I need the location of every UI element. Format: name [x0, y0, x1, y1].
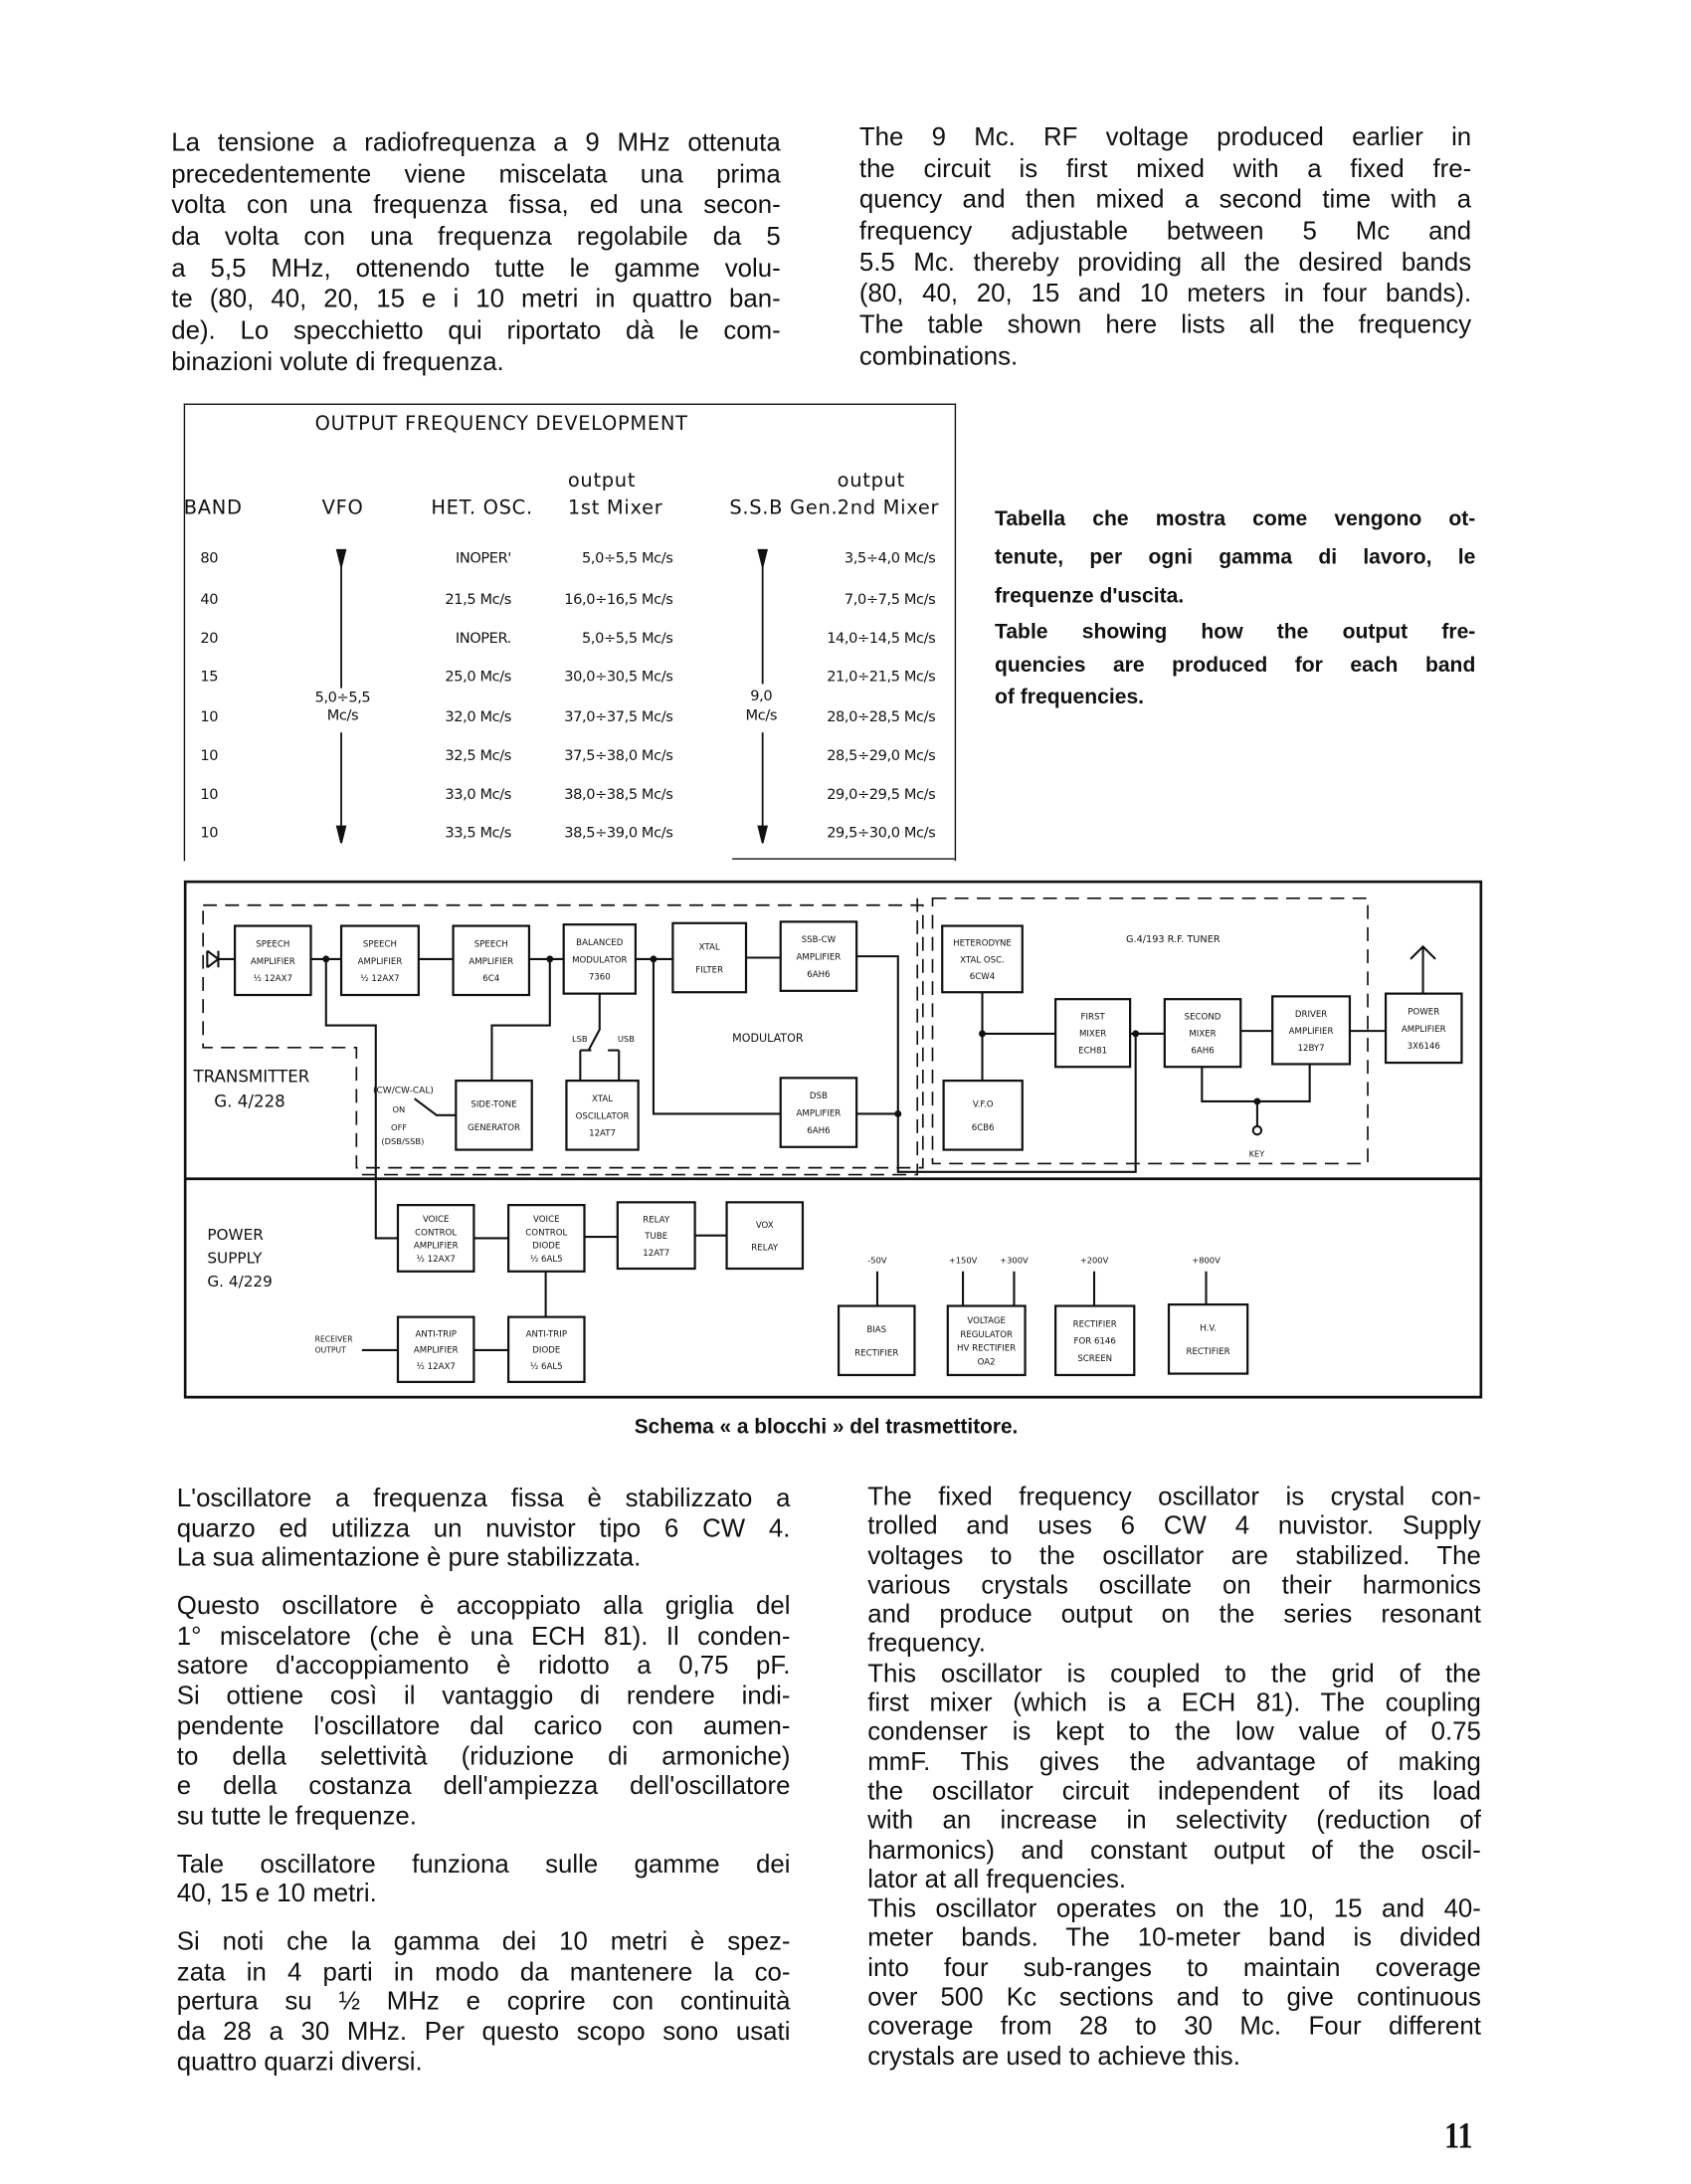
text-line: condenser is kept to the low value of 0.75: [867, 1716, 1481, 1746]
cell-mixer2: 14,0÷14,5 Mc/s: [827, 630, 936, 648]
cell-het-osc: 21,5 Mc/s: [445, 591, 511, 609]
block-label: MIXER: [1189, 1029, 1217, 1040]
power-amplifier-block: [1386, 994, 1461, 1063]
label-tuner: G.4/193 R.F. TUNER: [1125, 934, 1221, 946]
block-label: ½ 12AX7: [416, 1254, 456, 1265]
cell-mixer2: 21,0÷21,5 Mc/s: [827, 669, 936, 686]
block-label: HV RECTIFIER: [957, 1343, 1017, 1354]
block-label: 7360: [588, 972, 611, 983]
text-line: to della selettività (riduzione di armoniche): [176, 1740, 791, 1770]
block-outline: [944, 1081, 1023, 1149]
cell-het-osc: 33,5 Mc/s: [445, 825, 511, 842]
header-band: BAND: [183, 497, 243, 520]
paragraph: [867, 1658, 1481, 1893]
text-line: binazioni volute di frequenza.: [171, 346, 504, 376]
text-line: te (80, 40, 20, 15 e i 10 metri in quattro ban-: [171, 284, 781, 313]
text-line: into four sub-ranges to maintain coverage: [867, 1952, 1481, 1982]
text-line: Si ottiene così il vantaggio di rendere indi-: [176, 1681, 791, 1710]
header-mixer2: 2nd Mixer: [837, 497, 940, 520]
text-line: 5.5 Mc. thereby providing all the desired bands: [858, 247, 1472, 277]
cell-mixer1: 38,0÷38,5 Mc/s: [564, 786, 673, 803]
block-label: VOICE: [533, 1214, 560, 1225]
junction-dot: [895, 1111, 901, 1117]
header-vfo: VFO: [321, 497, 364, 520]
junction-dot: [1254, 1098, 1260, 1104]
label-v-300: +300V: [1000, 1255, 1029, 1266]
cell-het-osc: 33,0 Mc/s: [445, 786, 511, 803]
cell-band: 80: [200, 549, 219, 567]
hv-rectifier-block: [1169, 1304, 1247, 1373]
paragraph: [177, 1591, 791, 1831]
text-line: L'oscillatore a frequenza fissa è stabilizzato a: [176, 1483, 791, 1512]
text-line: zata in 4 parti in modo da mantenere la co-: [176, 1956, 791, 1986]
paragraph: [867, 1893, 1481, 2070]
table-border-bottom: [732, 859, 955, 860]
text-line: pertura su ½ MHz e coprire con continuità: [176, 1986, 791, 2016]
block-label: ANTI-TRIP: [525, 1329, 568, 1340]
text-line: quarzo ed utilizza un nuvistor tipo 6 CW 4.: [176, 1512, 791, 1542]
cell-band: 10: [200, 825, 219, 842]
label-key: KEY: [1248, 1148, 1265, 1159]
block-label: 6AH6: [807, 1125, 831, 1136]
text-line: frequency.: [867, 1628, 986, 1658]
block-outline: [1169, 1304, 1247, 1373]
text-line: da 28 a 30 MHz. Per questo scopo sono usati: [176, 2016, 791, 2046]
side-tone-generator-block: [456, 1081, 531, 1149]
cell-mixer2: 3,5÷4,0 Mc/s: [844, 549, 936, 567]
text-line: and produce output on the series resonant: [867, 1599, 1481, 1629]
page-number: 11: [1444, 2114, 1473, 2156]
cell-mixer1: 16,0÷16,5 Mc/s: [564, 591, 673, 609]
block-label: 6AH6: [1191, 1046, 1215, 1057]
voice-control-amplifier-block: [398, 1205, 473, 1272]
vfo-range: 5,0÷5,5: [314, 690, 371, 706]
header-het-osc: HET. OSC.: [431, 497, 533, 520]
text-line: Questo oscillatore è accoppiato alla griglia del: [176, 1590, 791, 1620]
text-line: crystals are used to achieve this.: [867, 2040, 1240, 2071]
block-label: OA2: [977, 1357, 996, 1368]
ssb-unit: Mc/s: [745, 707, 778, 724]
label-v-minus50: -50V: [867, 1255, 887, 1266]
text-line: of frequencies.: [995, 685, 1145, 709]
cell-mixer2: 7,0÷7,5 Mc/s: [844, 591, 936, 609]
block-label: ½ 12AX7: [253, 974, 292, 985]
paragraph: [177, 1483, 791, 1572]
text-line: combinations.: [858, 340, 1019, 370]
junction-dot: [1133, 1031, 1139, 1037]
block-label: VOX: [755, 1221, 774, 1232]
block-outline: [456, 1081, 531, 1149]
label-cw-mode: (CW/CW-CAL): [373, 1086, 434, 1096]
cell-mixer1: 5,0÷5,5 Mc/s: [582, 630, 673, 648]
header-ssb-gen: S.S.B Gen.: [729, 497, 839, 520]
block-label: FILTER: [695, 965, 724, 976]
block-label: 12AT7: [589, 1128, 617, 1139]
block-label: VOICE: [422, 1214, 450, 1225]
text-line: Tabella che mostra come vengono ot-: [995, 506, 1476, 531]
wire: [491, 959, 549, 1081]
anti-trip-amplifier-block: [398, 1317, 473, 1382]
block-label: AMPLIFIER: [1288, 1026, 1334, 1037]
vfo-unit: Mc/s: [326, 707, 359, 724]
block-outline: [672, 923, 746, 992]
label-receiver: RECEIVER: [314, 1334, 353, 1344]
block-label: 12BY7: [1297, 1043, 1325, 1054]
text-line: da volta con una frequenza regolabile da 5: [171, 221, 781, 251]
block-label: XTAL OSC.: [960, 955, 1005, 966]
block-diagram: [184, 881, 1483, 1400]
block-label: SSB-CW: [801, 935, 837, 946]
text-line: La tensione a radiofrequenza a 9 MHz ottenuta: [171, 126, 781, 156]
label-v-150: +150V: [948, 1255, 978, 1266]
block-label: BIAS: [866, 1325, 887, 1336]
label-supply: SUPPLY: [207, 1249, 263, 1268]
cell-mixer2: 28,0÷28,5 Mc/s: [827, 708, 936, 726]
text-line: The table shown here lists all the frequency: [858, 309, 1472, 339]
screen-rectifier-block: [1055, 1306, 1134, 1375]
block-label: REGULATOR: [960, 1329, 1013, 1340]
block-label: SECOND: [1184, 1012, 1221, 1023]
block-label: AMPLIFIER: [413, 1345, 459, 1356]
xtal-oscillator-block: [566, 1081, 638, 1149]
text-line: a 5,5 MHz, ottenendo tutte le gamme volu-: [171, 252, 781, 282]
heterodyne-oscillator-block: [942, 926, 1023, 993]
block-label: SPEECH: [473, 939, 508, 950]
speech-amplifier-2-block: [341, 926, 419, 995]
block-label: ½ 6AL5: [529, 1362, 563, 1373]
text-line: (80, 40, 20, 15 and 10 meters in four bands).: [858, 278, 1472, 307]
cell-mixer1: 37,0÷37,5 Mc/s: [564, 708, 673, 726]
text-line: tenute, per ogni gamma di lavoro, le: [995, 545, 1476, 570]
junction-dot: [980, 1031, 986, 1037]
block-label: XTAL: [592, 1093, 614, 1104]
cell-het-osc: 32,0 Mc/s: [445, 708, 511, 726]
text-line: the oscillator circuit independent of its load: [867, 1775, 1481, 1805]
block-label: ECH81: [1078, 1046, 1108, 1057]
block-label: OSCILLATOR: [575, 1111, 630, 1122]
cell-band: 10: [200, 747, 219, 765]
vfo-block: [944, 1081, 1023, 1149]
block-label: 6C4: [482, 974, 500, 985]
key-terminal: [1253, 1126, 1261, 1134]
bias-rectifier-block: [839, 1306, 914, 1375]
label-lsb: LSB: [572, 1034, 588, 1045]
block-label: MODULATOR: [572, 955, 628, 966]
block-label: ½ 12AX7: [360, 974, 400, 985]
wire: [589, 994, 600, 1051]
paragraph: [177, 1849, 791, 1908]
block-label: V.F.O: [972, 1099, 994, 1110]
text-line: first mixer (which is a ECH 81). The coupling: [867, 1687, 1481, 1717]
paragraph: [867, 1482, 1481, 1658]
diagram-caption: Schema « a blocchi » del trasmettitore.: [634, 1415, 1019, 1439]
label-usb: USB: [617, 1034, 635, 1045]
block-label: AMPLIFIER: [413, 1241, 459, 1252]
dsb-amplifier-block: [781, 1078, 856, 1146]
cell-het-osc: 25,0 Mc/s: [445, 669, 511, 686]
block-label: ½ 6AL5: [529, 1254, 563, 1265]
text-line: volta con una frequenza fissa, ed una secon-: [171, 189, 781, 219]
cell-band: 10: [200, 786, 219, 803]
block-label: HETERODYNE: [953, 938, 1012, 949]
block-label: FOR 6146: [1073, 1336, 1116, 1347]
paragraph: [177, 1926, 791, 2077]
text-line: lator at all frequencies.: [867, 1864, 1127, 1893]
block-label: 12AT7: [643, 1248, 670, 1259]
cell-mixer1: 37,5÷38,0 Mc/s: [564, 747, 673, 765]
text-line: su tutte le frequenze.: [176, 1800, 417, 1830]
driver-amplifier-block: [1272, 996, 1350, 1064]
block-label: RELAY: [751, 1243, 779, 1254]
paragraph: [995, 500, 1475, 617]
block-label: RELAY: [643, 1215, 670, 1226]
block-label: ½ 12AX7: [416, 1362, 456, 1373]
block-label: GENERATOR: [468, 1122, 520, 1133]
cell-het-osc: INOPER.: [455, 630, 511, 648]
text-line: harmonics) and constant output of the oscil-: [867, 1834, 1481, 1865]
ssb-cw-amplifier-block: [781, 921, 856, 990]
block-label: 6CW4: [969, 972, 996, 983]
block-label: 6AH6: [807, 969, 831, 980]
text-line: The fixed frequency oscillator is crystal con-: [867, 1481, 1481, 1511]
cell-band: 15: [200, 669, 219, 686]
cell-het-osc: 32,5 Mc/s: [445, 747, 511, 765]
block-label: DSB: [809, 1092, 828, 1102]
text-line: This oscillator is coupled to the grid of the: [867, 1658, 1481, 1688]
wire: [856, 956, 1165, 1172]
voice-control-diode-block: [508, 1205, 584, 1272]
label-output: OUTPUT: [314, 1345, 346, 1355]
cell-mixer1: 38,5÷39,0 Mc/s: [564, 825, 673, 842]
cell-het-osc: INOPER': [455, 549, 511, 567]
block-label: POWER: [1408, 1007, 1440, 1018]
wire: [326, 959, 398, 1239]
english-intro-text: [859, 121, 1471, 372]
speech-amplifier-1-block: [235, 926, 310, 995]
wire: [1202, 1064, 1309, 1101]
text-line: quencies are produced for each band: [995, 653, 1476, 677]
block-label: DIODE: [532, 1241, 561, 1252]
paragraph: [859, 121, 1471, 372]
vox-relay-block: [727, 1202, 803, 1269]
block-label: DRIVER: [1294, 1009, 1328, 1020]
label-off: OFF: [391, 1122, 408, 1133]
text-line: satore d'accoppiamento è ridotto a 0,75 pF.: [176, 1650, 791, 1681]
label-modulator: MODULATOR: [732, 1032, 804, 1046]
block-label: AMPLIFIER: [1401, 1024, 1446, 1035]
label-supply-model: G. 4/229: [207, 1273, 273, 1291]
block-label: AMPLIFIER: [250, 956, 295, 967]
text-line: This oscillator operates on the 10, 15 and 40-: [867, 1893, 1481, 1923]
block-label: SPEECH: [362, 939, 397, 950]
italian-intro-text: [171, 127, 781, 378]
block-outline: [727, 1202, 803, 1269]
block-label: SIDE-TONE: [470, 1099, 517, 1110]
cell-mixer1: 5,0÷5,5 Mc/s: [582, 549, 673, 567]
cell-mixer2: 28,5÷29,0 Mc/s: [827, 747, 936, 765]
wire: [415, 1098, 457, 1115]
junction-dot: [547, 956, 553, 962]
text-line: 1° miscelatore (che è una ECH 81). Il conden-: [176, 1620, 791, 1650]
block-label: FIRST: [1080, 1012, 1105, 1023]
block-label: 3X6146: [1407, 1042, 1440, 1053]
block-label: SCREEN: [1077, 1354, 1113, 1365]
text-line: trolled and uses 6 CW 4 nuvistor. Supply: [867, 1510, 1481, 1540]
block-label: TUBE: [645, 1232, 668, 1243]
header-mixer1: 1st Mixer: [567, 497, 663, 520]
text-line: over 500 Kc sections and to give continuous: [867, 1981, 1481, 2011]
text-line: de). Lo specchietto qui riportato dà le com-: [171, 314, 781, 345]
cell-band: 20: [200, 630, 219, 648]
first-mixer-block: [1055, 999, 1130, 1067]
block-label: MIXER: [1078, 1029, 1107, 1040]
table-title: OUTPUT FREQUENCY DEVELOPMENT: [314, 413, 688, 436]
second-mixer-block: [1165, 999, 1240, 1067]
block-label: XTAL: [698, 942, 720, 953]
block-label: AMPLIFIER: [796, 952, 842, 963]
text-line: with an increase in selectivity (reduction of: [867, 1805, 1481, 1835]
text-line: Tale oscillatore funziona sulle gamme dei: [176, 1848, 791, 1878]
relay-tube-block: [618, 1202, 695, 1269]
text-line: Table showing how the output fre-: [995, 620, 1476, 645]
header-mixer2-output: output: [837, 470, 905, 493]
text-line: frequenze d'uscita.: [995, 584, 1185, 609]
xtal-filter-block: [672, 923, 746, 992]
block-label: AMPLIFIER: [469, 956, 514, 967]
paragraph: [995, 616, 1475, 713]
block-label: DIODE: [532, 1345, 561, 1356]
block-label: RECTIFIER: [854, 1348, 899, 1359]
label-power: POWER: [207, 1225, 264, 1244]
text-line: voltages to the oscillator are stabilized. The: [867, 1540, 1481, 1570]
ssb-value: 9,0: [750, 688, 773, 705]
block-label: ANTI-TRIP: [415, 1329, 457, 1340]
text-line: coverage from 28 to 30 Mc. Four different: [867, 2011, 1481, 2041]
block-label: CONTROL: [525, 1228, 568, 1239]
header-mixer1-output: output: [567, 470, 637, 493]
block-label: AMPLIFIER: [357, 956, 403, 967]
italian-oscillator-text: [177, 1483, 791, 2093]
microphone-icon: [207, 951, 218, 968]
table-caption: [995, 500, 1475, 714]
text-line: precedentemente viene miscelata una prima: [171, 158, 781, 188]
text-line: 40, 15 e 10 metri.: [176, 1878, 377, 1908]
speech-amplifier-3-block: [454, 926, 529, 995]
text-line: frequency adjustable between 5 Mc and: [858, 215, 1472, 245]
text-line: La sua alimentazione è pure stabilizzata.: [176, 1542, 642, 1572]
cell-mixer2: 29,5÷30,0 Mc/s: [827, 825, 936, 842]
cell-band: 10: [200, 708, 219, 726]
block-label: VOLTAGE: [967, 1315, 1006, 1326]
label-on: ON: [392, 1104, 406, 1115]
english-oscillator-text: [867, 1482, 1481, 2071]
balanced-modulator-block: [564, 924, 636, 993]
text-line: Si noti che la gamma dei 10 metri è spez-: [176, 1926, 791, 1956]
text-line: e della costanza dell'ampiezza dell'oscillatore: [176, 1770, 791, 1800]
label-transmitter: TRANSMITTER: [193, 1067, 310, 1087]
label-v-800: +800V: [1192, 1255, 1221, 1266]
text-line: quattro quarzi diversi.: [176, 2046, 423, 2076]
junction-dot: [323, 956, 329, 962]
block-label: BALANCED: [576, 938, 624, 949]
block-label: H.V.: [1200, 1323, 1217, 1334]
text-line: pendente l'oscillatore dal carico con aumen-: [176, 1710, 791, 1740]
block-label: RECTIFIER: [1186, 1346, 1230, 1357]
paragraph: [171, 127, 781, 378]
text-line: The 9 Mc. RF voltage produced earlier in: [858, 121, 1472, 151]
text-line: meter bands. The 10-meter band is divided: [867, 1922, 1481, 1952]
anti-trip-diode-block: [508, 1317, 584, 1382]
text-line: quency and then mixed a second time with a: [858, 184, 1472, 214]
block-outline: [839, 1306, 914, 1375]
junction-dot: [651, 956, 657, 962]
label-v-200: +200V: [1079, 1255, 1109, 1266]
label-dsb-mode: (DSB/SSB): [381, 1136, 425, 1147]
block-label: 6CB6: [971, 1122, 995, 1133]
block-label: AMPLIFIER: [796, 1108, 842, 1119]
voltage-regulator-block: [948, 1306, 1026, 1375]
cell-mixer1: 30,0÷30,5 Mc/s: [564, 669, 673, 686]
cell-band: 40: [200, 591, 219, 609]
text-line: various crystals oscillate on their harmonics: [867, 1569, 1481, 1599]
text-line: mmF. This gives the advantage of making: [867, 1746, 1481, 1776]
cell-mixer2: 29,0÷29,5 Mc/s: [827, 786, 936, 803]
block-label: RECTIFIER: [1072, 1319, 1117, 1330]
block-label: CONTROL: [415, 1228, 458, 1239]
text-line: the circuit is first mixed with a fixed fre-: [858, 152, 1472, 182]
block-label: SPEECH: [256, 939, 290, 950]
label-transmitter-model: G. 4/228: [214, 1092, 285, 1111]
